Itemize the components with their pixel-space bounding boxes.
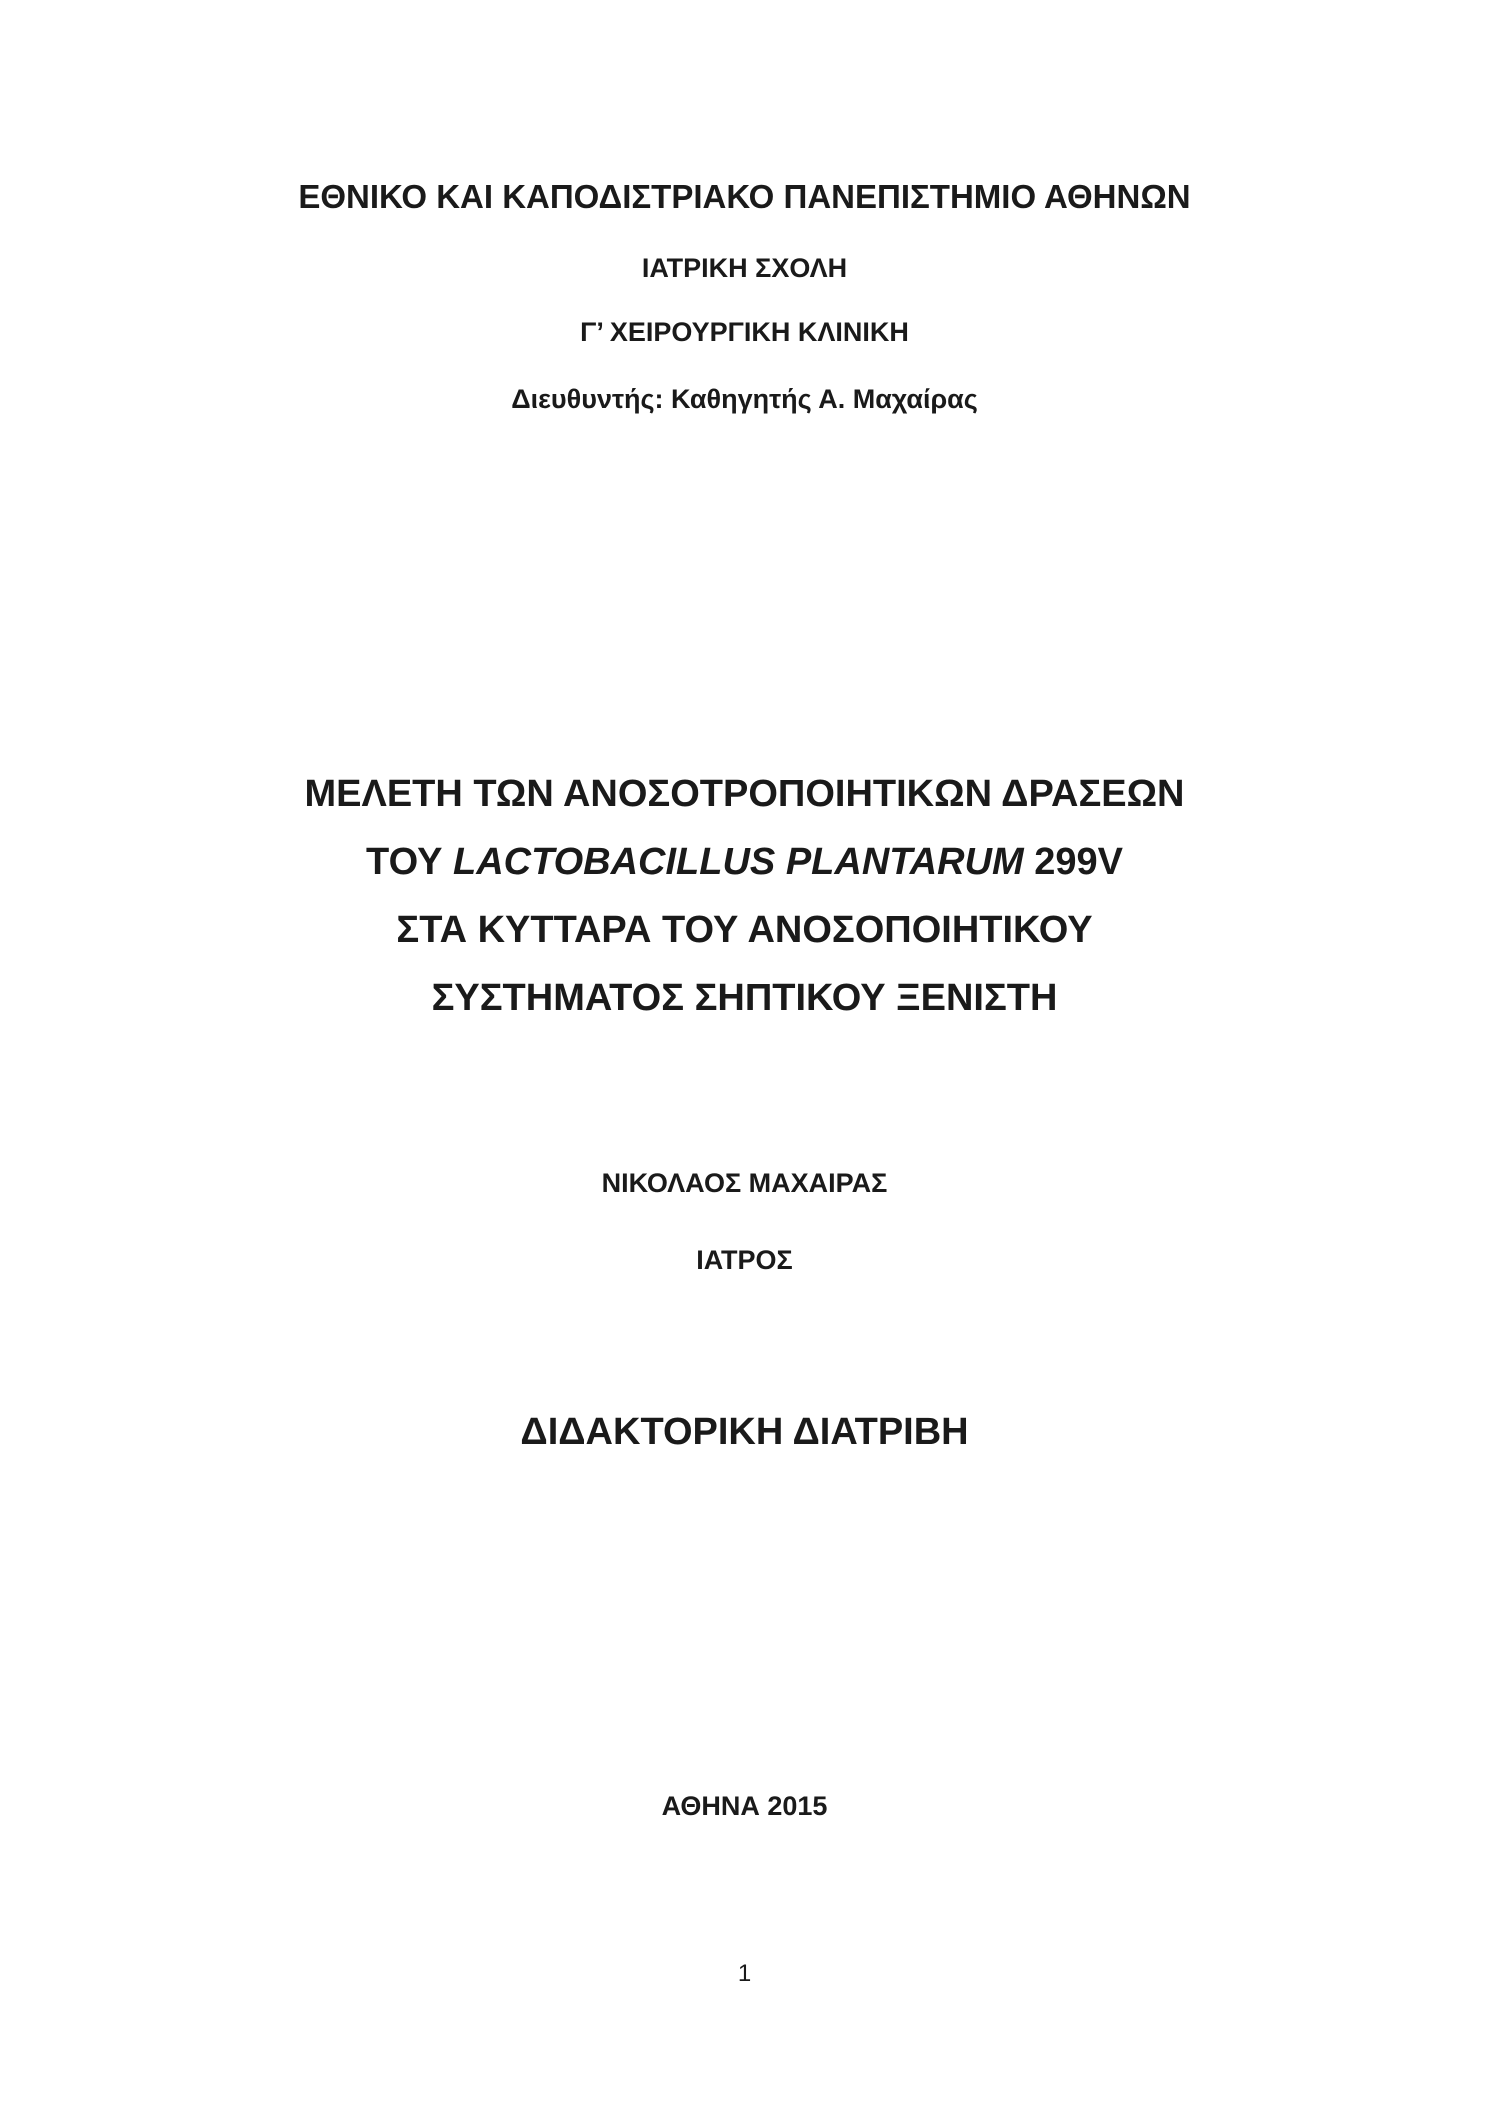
school-name: ΙΑΤΡΙΚΗ ΣΧΟΛΗ (641, 253, 848, 283)
page-number: 1 (737, 1960, 752, 1987)
author-profession: ΙΑΤΡΟΣ (696, 1245, 793, 1275)
species-name: LACTOBACILLUS PLANTARUM (452, 841, 1024, 883)
clinic-name: Γ’ ΧΕΙΡΟΥΡΓΙΚΗ ΚΛΙΝΙΚΗ (580, 317, 909, 347)
place-and-year: ΑΘΗΝΑ 2015 (661, 1791, 828, 1821)
thesis-title-line-4: ΣΥΣΤΗΜΑΤΟΣ ΣΗΠΤΙΚΟΥ ΞΕΝΙΣΤΗ (431, 977, 1058, 1019)
document-type: ΔΙΔΑΚΤΟΡΙΚΗ ΔΙΑΤΡΙΒΗ (520, 1411, 969, 1453)
thesis-title-line-2-suffix: 299V (1023, 841, 1123, 883)
university-name: ΕΘΝΙΚΟ ΚΑΙ ΚΑΠΟΔΙΣΤΡΙΑΚΟ ΠΑΝΕΠΙΣΤΗΜΙΟ ΑΘΗΝΩΝ (298, 178, 1191, 215)
thesis-title-line-1: ΜΕΛΕΤΗ ΤΩΝ ΑΝΟΣΟΤΡΟΠΟΙΗΤΙΚΩΝ ΔΡΑΣΕΩΝ (304, 773, 1185, 815)
thesis-title-line-2 (0, 841, 1489, 884)
author-name: ΝΙΚΟΛΑΟΣ ΜΑΧΑΙΡΑΣ (601, 1168, 888, 1198)
thesis-title-line-3: ΣΤΑ ΚΥΤΤΑΡΑ ΤΟΥ ΑΝΟΣΟΠΟΙΗΤΙΚΟΥ (396, 909, 1093, 951)
director-line: Διευθυντής: Καθηγητής Α. Μαχαίρας (511, 384, 978, 414)
thesis-title-line-2-prefix: ΤΟΥ (366, 841, 453, 883)
